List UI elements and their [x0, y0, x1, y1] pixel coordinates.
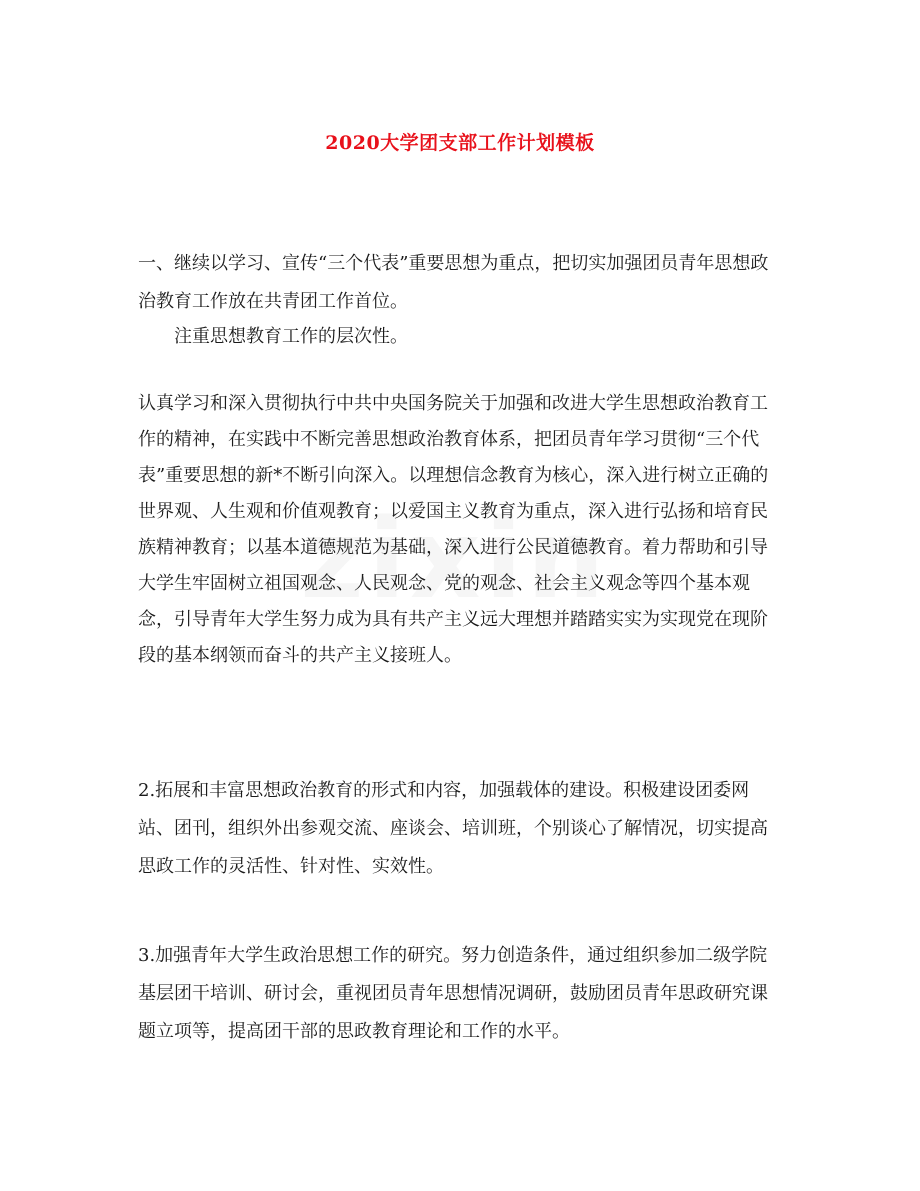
- section-3-paragraph: 3.加强青年大学生政治思想工作的研究。努力创造条件，通过组织参加二级学院基层团干培训、研讨会，重视团员青年思想情况调研，鼓励团员青年思政研究课题立项等，提高团干部的思政教育理论和工作的水平。: [138, 945, 768, 1042]
- section-2-paragraph: 2.拓展和丰富思想政治教育的形式和内容，加强载体的建设。积极建设团委网站、团刊，组织外出参观交流、座谈会、培训班，个别谈心了解情况，切实提高思政工作的灵活性、针对性、实效性。: [138, 780, 768, 877]
- section-1-subheading: 注重思想教育工作的层次性。: [174, 326, 408, 347]
- section-1-body: 认真学习和深入贯彻执行中共中央国务院关于加强和改进大学生思想政治教育工作的精神，在实践中不断完善思想政治教育体系，把团员青年学习贯彻“三个代表”重要思想的新*不断引向深入。以理想信念教育为核心，深入进行树立正确的世界观、人生观和价值观教育；以爱国主义教育为重点，深入进行弘扬和培育民族精神教育；以基本道德规范为基础，深入进行公民道德教育。着力帮助和引导大学生牢固树立祖国观念、人民观念、党的观念、社会主义观念等四个基本观念，引导青年大学生努力成为具有共产主义远大理想并踏踏实实为实现党在现阶段的基本纲领而奋斗的共产主义接班人。: [138, 393, 769, 666]
- section-1-heading: 一、继续以学习、宣传“三个代表”重要思想为重点，把切实加强团员青年思想政治教育工作放在共青团工作首位。: [138, 253, 769, 312]
- page-title: 2020大学团支部工作计划模板: [325, 132, 595, 154]
